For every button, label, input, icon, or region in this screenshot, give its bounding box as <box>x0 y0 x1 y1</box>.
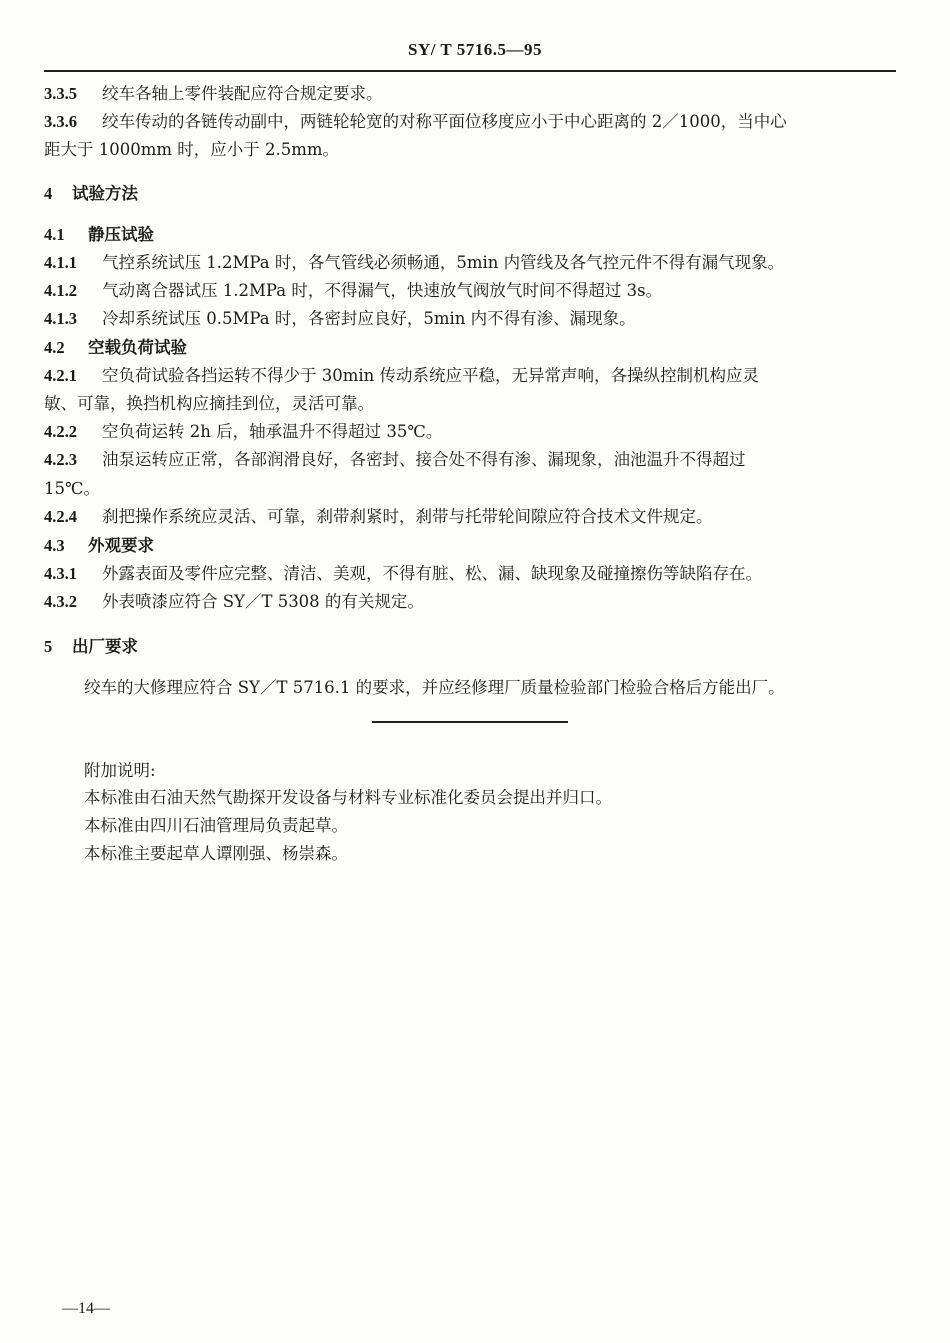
clause-4-3-2 <box>44 591 896 613</box>
section-number: 4.2 <box>44 338 65 357</box>
clause-text: 冷却系统试压 0.5MPa 时，各密封应良好，5min 内不得有渗、漏现象。 <box>102 309 636 328</box>
section-number: 5 <box>44 637 53 656</box>
end-of-text-rule <box>372 721 568 723</box>
clause-4-1-2 <box>44 280 896 302</box>
header-divider <box>44 70 896 72</box>
section-4-2-heading <box>44 337 896 359</box>
clause-number: 4.2.3 <box>44 450 77 469</box>
clause-number: 4.3.1 <box>44 564 77 583</box>
page-number: —14— <box>62 1300 110 1317</box>
clause-number: 4.2.1 <box>44 366 77 385</box>
notes-line-3: 本标准主要起草人谭刚强、杨崇森。 <box>84 844 348 863</box>
section-5-heading <box>44 636 896 658</box>
section-title: 试验方法 <box>72 184 138 203</box>
notes-heading: 附加说明: <box>84 761 156 780</box>
section-title: 外观要求 <box>88 536 154 555</box>
clause-text-line1: 油泵运转应正常，各部润滑良好，各密封、接合处不得有渗、漏现象，油池温升不得超过 <box>102 450 746 469</box>
section-4-1-heading <box>44 224 896 246</box>
clause-text: 刹把操作系统应灵活、可靠，刹带刹紧时，刹带与托带轮间隙应符合技术文件规定。 <box>102 507 713 526</box>
clause-4-1-1 <box>44 252 896 274</box>
clause-4-2-2 <box>44 421 896 443</box>
clause-number: 4.1.2 <box>44 281 77 300</box>
clause-number: 4.3.2 <box>44 592 77 611</box>
clause-number: 4.1.3 <box>44 309 77 328</box>
section-title: 出厂要求 <box>72 637 138 656</box>
section-5-text: 绞车的大修理应符合 SY／T 5716.1 的要求，并应经修理厂质量检验部门检验合格后方能出厂。 <box>84 678 785 697</box>
clause-number: 3.3.6 <box>44 112 77 131</box>
clause-number: 4.2.4 <box>44 507 77 526</box>
clause-4-2-1-continuation: 敏、可靠，换挡机构应摘挂到位，灵活可靠。 <box>44 394 374 413</box>
clause-number: 3.3.5 <box>44 84 77 103</box>
clause-text: 外表喷漆应符合 SY／T 5308 的有关规定。 <box>102 592 424 611</box>
section-number: 4.3 <box>44 536 65 555</box>
section-number: 4.1 <box>44 225 65 244</box>
clause-4-3-1 <box>44 563 896 585</box>
section-title: 空载负荷试验 <box>88 338 187 357</box>
clause-text: 空负荷运转 2h 后，轴承温升不得超过 35℃。 <box>102 422 443 441</box>
section-title: 静压试验 <box>88 225 154 244</box>
clause-3-3-5 <box>44 83 896 105</box>
page-header-standard-code: SY/ T 5716.5—95 <box>408 40 542 59</box>
clause-number: 4.1.1 <box>44 253 77 272</box>
clause-text-line1: 绞车传动的各链传动副中，两链轮轮宽的对称平面位移度应小于中心距离的 2／1000，当中心 <box>102 112 787 131</box>
clause-text: 气控系统试压 1.2MPa 时，各气管线必须畅通，5min 内管线及各气控元件不得有漏气现象。 <box>102 253 785 272</box>
clause-text: 气动离合器试压 1.2MPa 时，不得漏气，快速放气阀放气时间不得超过 3s。 <box>102 281 663 300</box>
clause-3-3-6 <box>44 111 896 133</box>
section-number: 4 <box>44 184 53 203</box>
clause-4-2-4 <box>44 506 896 528</box>
clause-4-1-3 <box>44 308 896 330</box>
clause-number: 4.2.2 <box>44 422 77 441</box>
clause-text: 外露表面及零件应完整、清洁、美观，不得有脏、松、漏、缺现象及碰撞擦伤等缺陷存在。 <box>102 564 762 583</box>
section-4-heading <box>44 183 896 205</box>
notes-line-1: 本标准由石油天然气勘探开发设备与材料专业标准化委员会提出并归口。 <box>84 788 612 807</box>
section-4-3-heading <box>44 535 896 557</box>
clause-4-2-3-continuation: 15℃。 <box>44 479 100 498</box>
clause-3-3-6-continuation: 距大于 1000mm 时，应小于 2.5mm。 <box>44 140 340 159</box>
clause-4-2-1 <box>44 365 896 387</box>
clause-text-line1: 空负荷试验各挡运转不得少于 30min 传动系统应平稳，无异常声响，各操纵控制机构应灵 <box>102 366 760 385</box>
clause-4-2-3 <box>44 449 896 471</box>
clause-text: 绞车各轴上零件装配应符合规定要求。 <box>102 84 383 103</box>
notes-line-2: 本标准由四川石油管理局负责起草。 <box>84 816 348 835</box>
